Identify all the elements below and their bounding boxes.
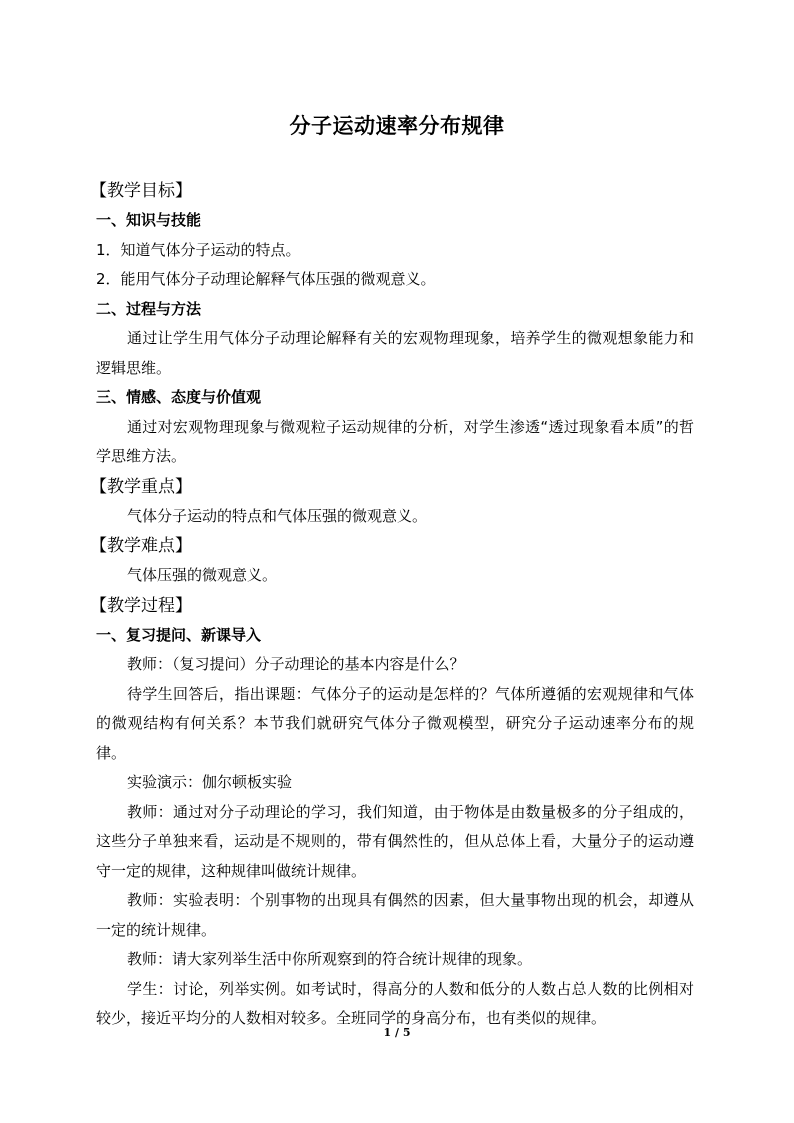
subheading-knowledge: 一、知识与技能 — [96, 211, 202, 229]
document-body — [90, 176, 694, 1034]
paragraph-difficulties: 气体压强的微观意义。 — [127, 566, 278, 584]
paragraph: 教师：实验表明：个别事物的出现具有偶然的因素，但大量事物出现的机会，却遵从一定的统计规律。 — [96, 891, 694, 939]
subheading-emotion: 三、情感、态度与价值观 — [96, 388, 262, 406]
paragraph: 教师：请大家列举生活中你所观察到的符合统计规律的现象。 — [127, 950, 533, 968]
paragraph: 教师：通过对分子动理论的学习，我们知道，由于物体是由数量极多的分子组成的，这些分子单独来看，运动是不规则的，带有偶然性的，但从总体上看，大量分子的运动遵守一定的规律，这种规律叫做统计规律。 — [96, 802, 694, 880]
section-heading-key-points: 【教学重点】 — [90, 476, 192, 497]
page-number: 1 / 5 — [383, 1026, 411, 1039]
list-item: 1．知道气体分子运动的特点。 — [96, 240, 301, 259]
section-heading-teaching-process: 【教学过程】 — [90, 595, 192, 616]
paragraph: 待学生回答后，指出课题：气体分子的运动是怎样的？气体所遵循的宏观规律和气体的微观结构有何关系？本节我们就研究气体分子微观模型，研究分子运动速率分布的规律。 — [96, 684, 694, 762]
list-item: 2．能用气体分子动理论解释气体压强的微观意义。 — [96, 270, 436, 288]
section-heading-difficulties: 【教学难点】 — [90, 536, 192, 556]
subheading-review: 一、复习提问、新课导入 — [96, 625, 262, 644]
paragraph-process: 通过让学生用气体分子动理论解释有关的宏观物理现象，培养学生的微观想象能力和逻辑思维。 — [96, 329, 694, 377]
paragraph-emotion: 通过对宏观物理现象与微观粒子运动规律的分析，对学生渗透“透过现象看本质”的哲学思维方法。 — [96, 417, 694, 465]
section-heading-goals: 【教学目标】 — [90, 181, 192, 201]
subheading-process: 二、过程与方法 — [96, 299, 202, 318]
paragraph: 教师：（复习提问）分子动理论的基本内容是什么？ — [127, 655, 465, 673]
page-title: 分子运动速率分布规律 — [289, 114, 505, 138]
paragraph: 学生：讨论，列举实例。如考试时，得高分的人数和低分的人数占总人数的比例相对较少，接近平均分的人数相对较多。全班同学的身高分布，也有类似的规律。 — [96, 979, 694, 1027]
paragraph-key-points: 气体分子运动的特点和气体压强的微观意义。 — [127, 506, 428, 525]
paragraph: 实验演示：伽尔顿板实验 — [127, 773, 293, 791]
